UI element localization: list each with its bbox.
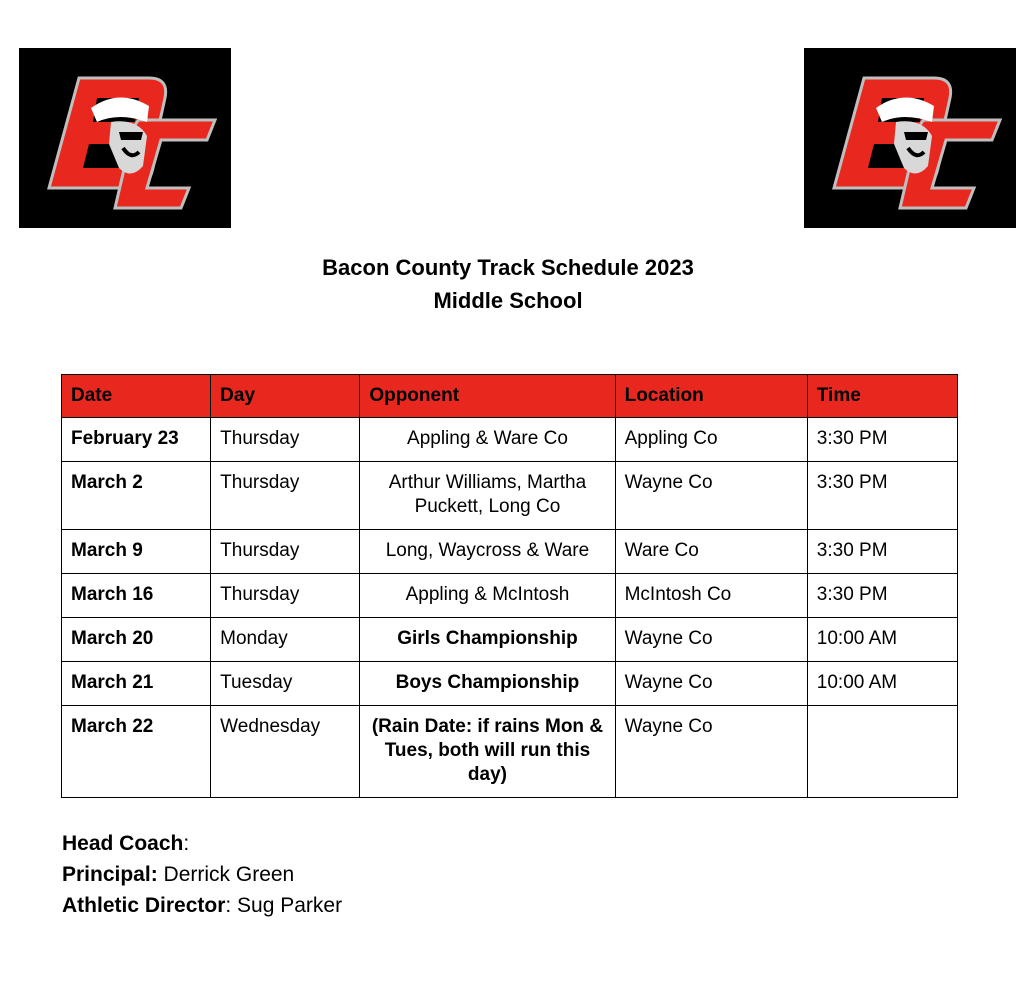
table-row <box>62 530 958 574</box>
bc-trojan-logo-icon <box>804 48 1016 228</box>
cell-date: March 21 <box>62 662 211 706</box>
table-row <box>62 706 958 798</box>
schedule-table <box>61 374 958 798</box>
cell-location: Wayne Co <box>615 662 807 706</box>
cell-date: March 2 <box>62 462 211 530</box>
logo-left <box>19 48 231 228</box>
cell-day: Thursday <box>211 418 360 462</box>
column-header-date: Date <box>62 375 211 418</box>
cell-day: Tuesday <box>211 662 360 706</box>
cell-time: 10:00 AM <box>807 618 957 662</box>
cell-day: Wednesday <box>211 706 360 798</box>
cell-opponent: Arthur Williams, Martha Puckett, Long Co <box>360 462 615 530</box>
table-row <box>62 418 958 462</box>
cell-date: March 22 <box>62 706 211 798</box>
cell-date: February 23 <box>62 418 211 462</box>
column-header-location: Location <box>615 375 807 418</box>
column-header-time: Time <box>807 375 957 418</box>
table-header-row <box>62 375 958 418</box>
cell-location: Appling Co <box>615 418 807 462</box>
page-title: Bacon County Track Schedule 2023 <box>322 255 694 280</box>
cell-day: Thursday <box>211 530 360 574</box>
cell-date: March 9 <box>62 530 211 574</box>
cell-date: March 20 <box>62 618 211 662</box>
cell-day: Monday <box>211 618 360 662</box>
athletic-director-label: Athletic Director <box>62 894 226 917</box>
table-row <box>62 618 958 662</box>
cell-day: Thursday <box>211 574 360 618</box>
table-row <box>62 462 958 530</box>
cell-time: 10:00 AM <box>807 662 957 706</box>
column-header-day: Day <box>211 375 360 418</box>
cell-opponent: Appling & McIntosh <box>360 574 615 618</box>
principal-line <box>62 863 294 887</box>
cell-opponent: Appling & Ware Co <box>360 418 615 462</box>
principal-value: Derrick Green <box>157 863 295 886</box>
page-subtitle: Middle School <box>433 288 583 313</box>
cell-location: McIntosh Co <box>615 574 807 618</box>
head-coach-label: Head Coach <box>62 832 184 855</box>
logo-right <box>804 48 1016 228</box>
cell-opponent: (Rain Date: if rains Mon & Tues, both will run this day) <box>360 706 615 798</box>
bc-trojan-logo-icon <box>19 48 231 228</box>
cell-location: Wayne Co <box>615 706 807 798</box>
athletic-director-value: : Sug Parker <box>225 894 343 917</box>
cell-location: Wayne Co <box>615 618 807 662</box>
cell-time: 3:30 PM <box>807 462 957 530</box>
table-row <box>62 574 958 618</box>
cell-time: 3:30 PM <box>807 530 957 574</box>
cell-time <box>807 706 957 798</box>
column-header-opponent: Opponent <box>360 375 615 418</box>
cell-opponent: Boys Championship <box>360 662 615 706</box>
principal-label: Principal: <box>62 863 158 886</box>
cell-date: March 16 <box>62 574 211 618</box>
cell-time: 3:30 PM <box>807 418 957 462</box>
cell-time: 3:30 PM <box>807 574 957 618</box>
cell-location: Ware Co <box>615 530 807 574</box>
head-coach-line <box>62 832 189 856</box>
cell-day: Thursday <box>211 462 360 530</box>
table-row <box>62 662 958 706</box>
head-coach-colon: : <box>183 832 190 855</box>
cell-location: Wayne Co <box>615 462 807 530</box>
cell-opponent: Long, Waycross & Ware <box>360 530 615 574</box>
athletic-director-line <box>62 894 342 918</box>
cell-opponent: Girls Championship <box>360 618 615 662</box>
